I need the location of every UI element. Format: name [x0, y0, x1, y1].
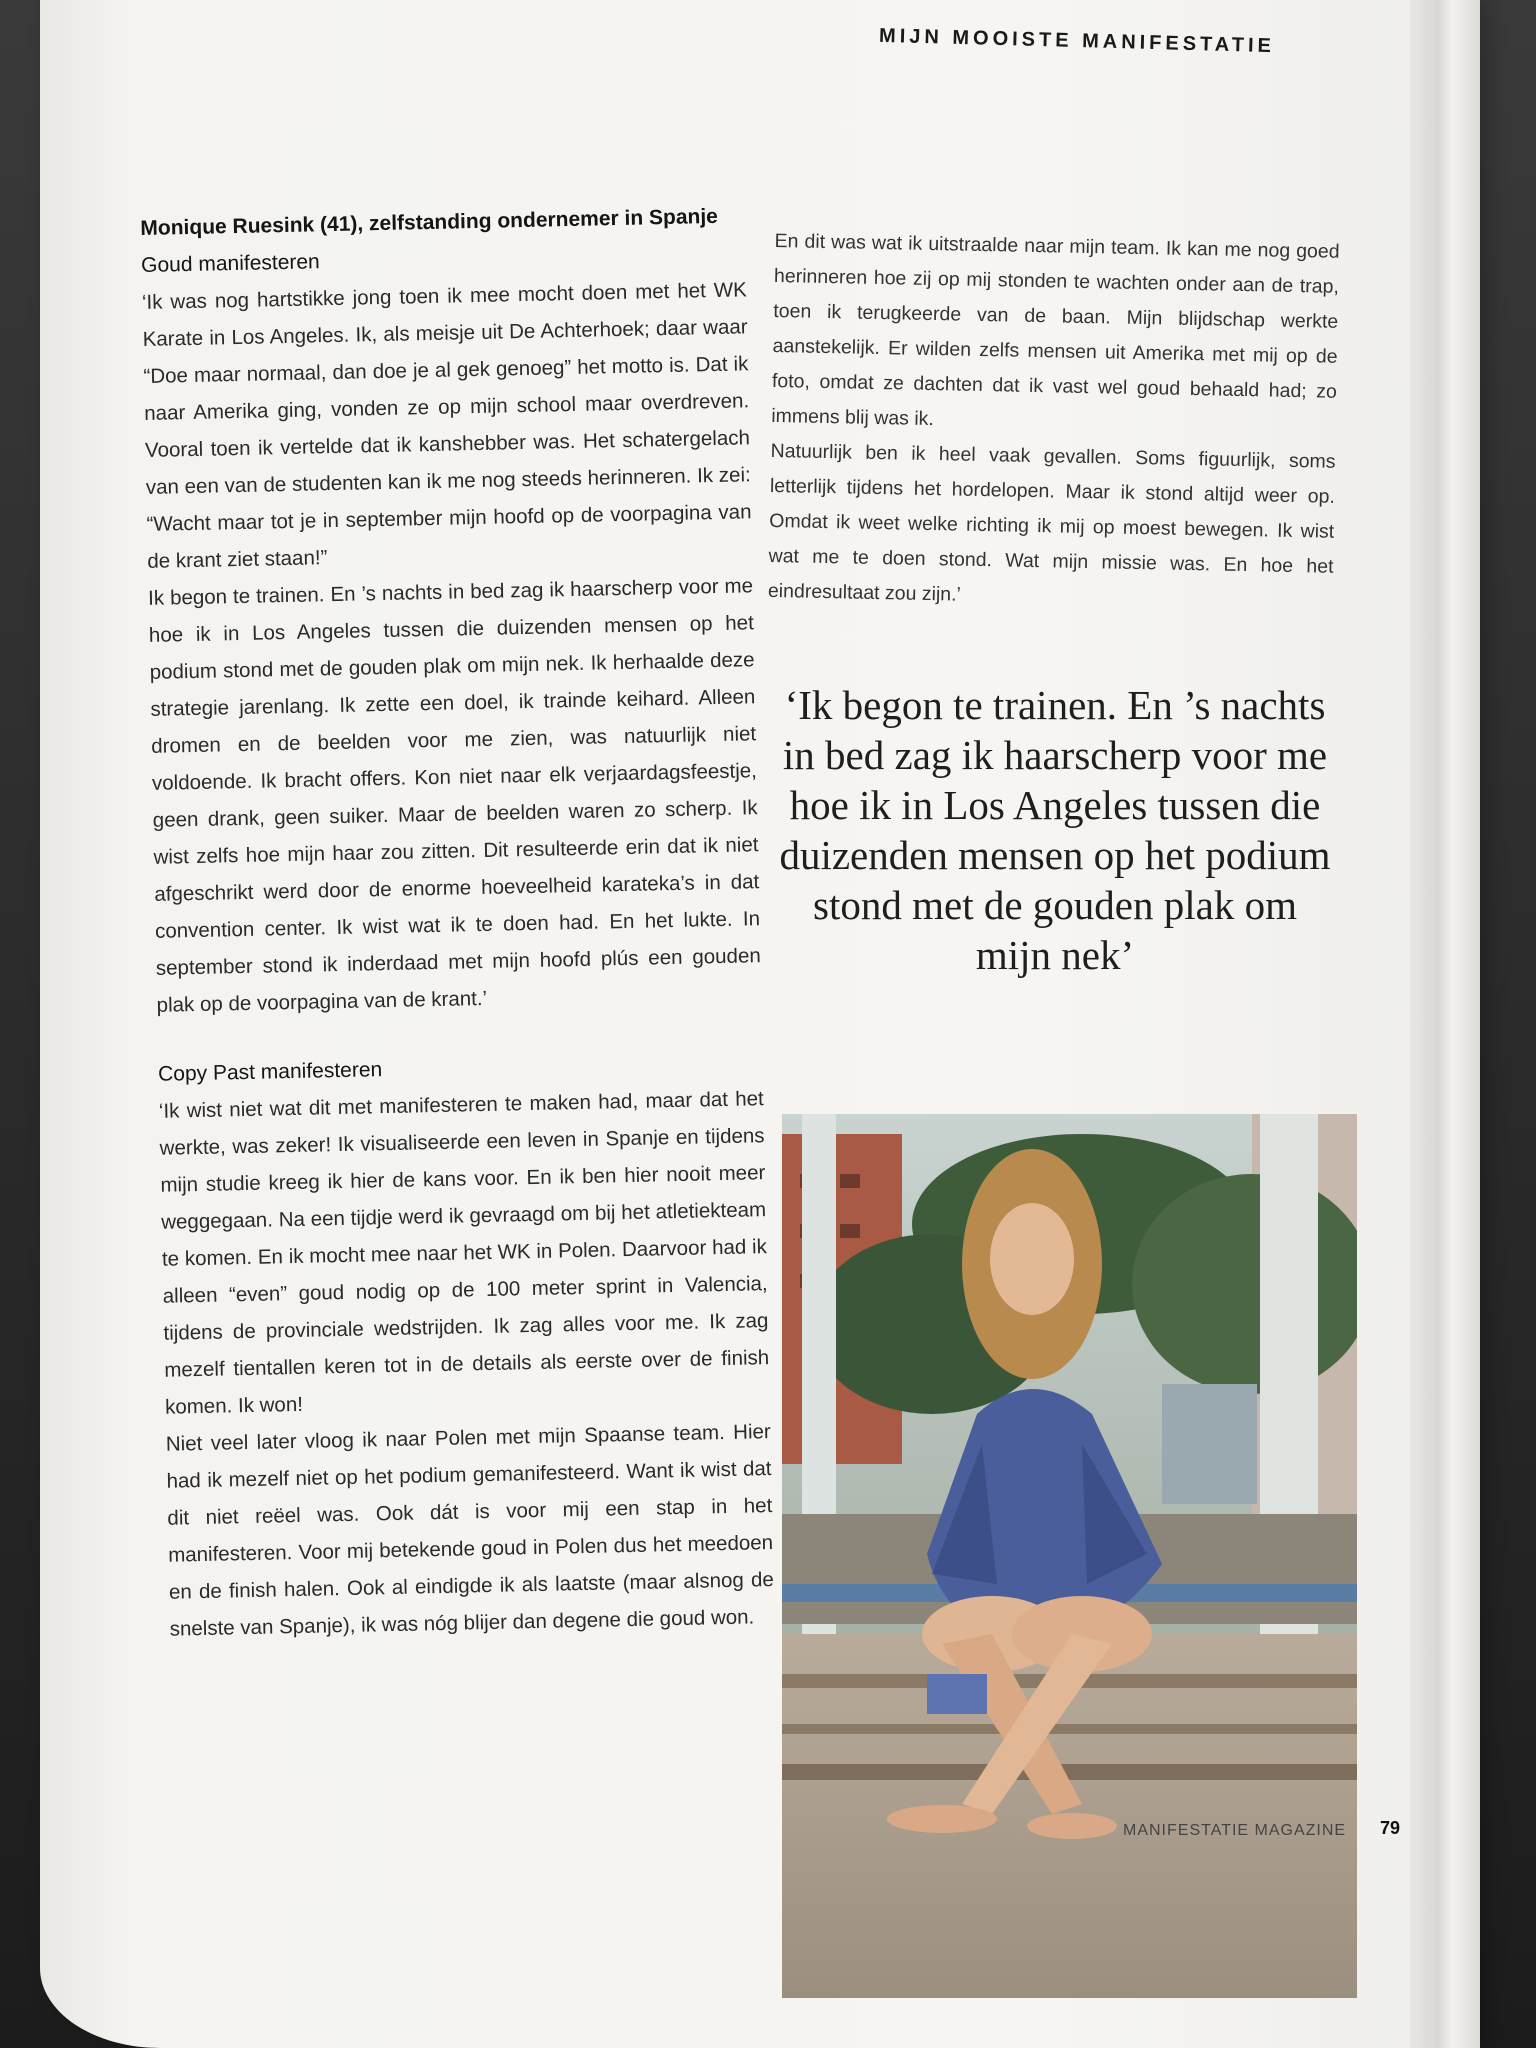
right-column	[768, 224, 1340, 620]
paragraph: Natuurlijk ben ik heel vaak gevallen. Soms figuurlijk, soms letterlijk tijdens het hordelopen. Maar ik stond altijd weer op. Omdat ik weet welke richting ik mij op moest bewegen. Ik wist wat me te doen stond. Wat mijn missie was. En hoe het eindresultaat zou zijn.’	[767, 439, 1336, 606]
author-line: Monique Ruesink (41), zelfstanding ondernemer in Spanje	[140, 204, 719, 240]
left-column	[140, 197, 775, 1647]
paragraph: Ik begon te trainen. En ’s nachts in bed zag ik haarscherp voor me hoe ik in Los Angeles tussen die duizenden mensen op het podium stond met de gouden plak om mijn nek. Ik herhaalde deze strategie jarenlang. Ik zette een doel, ik trainde keihard. Alleen dromen en de beelden voor me zien, was natuurlijk niet voldoende. Ik bracht offers. Kon niet naar elk verjaardagsfeestje, geen drank, geen suiker. Maar de beelden waren zo scherp. Ik wist zelfs hoe mijn haar zou zitten. Dit resulteerde erin dat ik niet afgeschrikt werd door de enorme hoeveelheid karateka’s in dat convention center. Ik wist wat ik te doen had. En het lukte. In september stond ik inderdaad met mijn hoofd plús een gouden plak op de voorpagina van de krant.’	[147, 574, 761, 1017]
page-number: 79	[1380, 1818, 1401, 1838]
section-heading-copy-past: Copy Past manifesteren	[157, 1058, 383, 1086]
page-edge	[1410, 0, 1480, 2048]
portrait-photo	[782, 1114, 1357, 1998]
running-head: MIJN MOOISTE MANIFESTATIE	[878, 24, 1276, 58]
paragraph: ‘Ik wist niet wat dit met manifesteren te maken had, maar dat het werkte, was zeker! Ik visualiseerde een leven in Spanje en tijdens mijn studie kreeg ik hier de kans voor. En ik ben hier nooit meer weggegaan. Na een tijdje werd ik gevraagd om bij het atletiekteam te komen. En ik mocht mee naar het WK in Polen. Daarvoor had ik alleen “even” goud nodig op de 100 meter sprint in Valencia, tijdens de provinciale wedstrijden. Ik zag alles voor me. Ik zag mezelf tientallen keren tot in de details als eerste over de finish komen. Ik won!	[158, 1087, 770, 1419]
section-heading-goud: Goud manifesteren	[140, 250, 320, 277]
paragraph: Niet veel later vloog ik naar Polen met mijn Spaanse team. Hier had ik mezelf niet op het podium gemanifesteerd. Want ik wist dat dit niet reëel was. Ook dát is voor mij een stap in het manifesteren. Voor mij betekende goud in Polen dus het meedoen en de finish halen. Ook al eindigde ik als laatste (maar alsnog de snelste van Spanje), ik was nóg blijer dan degene die goud won.	[165, 1420, 775, 1641]
woman-on-beach-photo	[782, 1114, 1357, 1998]
paragraph: En dit was wat ik uitstraalde naar mijn team. Ik kan me nog goed herinneren hoe zij op mij stonden te wachten onder aan de trap, toen ik terugkeerde van de baan. Mijn blijdschap werkte aanstekelijk. Er wilden zelfs mensen uit Amerika met mij op de foto, omdat ze dachten dat ik vast wel goud behaald had; zo immens blij was ik.	[771, 229, 1340, 431]
magazine-page	[40, 0, 1480, 2048]
magazine-name: MANIFESTATIE MAGAZINE	[1123, 1822, 1347, 1839]
pull-quote: ‘Ik begon te trainen. En ’s nachts in bed zag ik haarscherp voor me hoe ik in Los Angeles tussen die duizenden mensen op het podium stond met de gouden plak om mijn nek’	[779, 682, 1331, 978]
paragraph: ‘Ik was nog hartstikke jong toen ik mee mocht doen met het WK Karate in Los Angeles. Ik, als meisje uit De Achterhoek; daar waar “Doe maar normaal, dan doe je al gek genoeg” het motto is. Dat ik naar Amerika ging, vonden ze op mijn school maar overdreven. Vooral toen ik vertelde dat ik kanshebber was. Het schatergelach van een van de studenten kan ik me nog steeds herinneren. Ik zei: “Wacht maar tot je in september mijn hoofd op de voorpagina van de krant ziet staan!”	[141, 278, 752, 573]
